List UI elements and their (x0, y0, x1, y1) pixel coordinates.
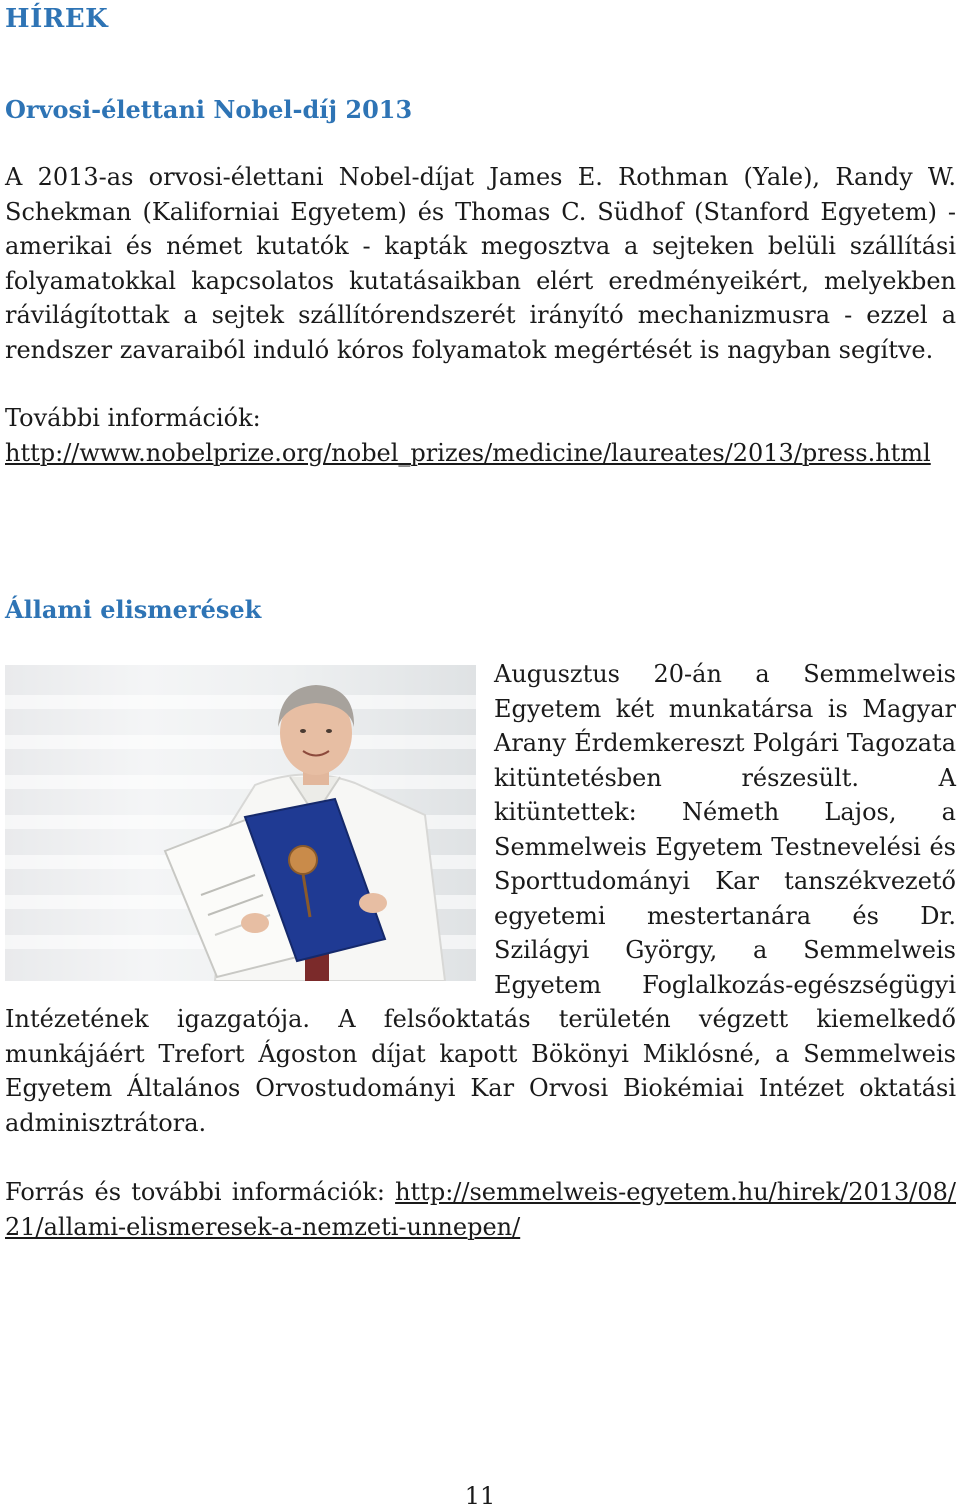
nobel-section-title: Orvosi-élettani Nobel-díj 2013 (5, 95, 413, 124)
award-recipient-photo (5, 665, 476, 981)
awards-paragraph: Augusztus 20-án a Semmelweis Egyetem két munkatársa is Magyar Arany Érdemkereszt Polgári Tagozata kitüntetésben részesült. A kitüntettek: Németh Lajos, a Semmelweis Egyetem Testnevelési és Sporttudományi Kar tanszékvezető egyetemi mestertanára és Dr. Szilágyi György, a Semmelweis Egyetem Foglalkozás-egészségügyi Intézetének igazgatója. A felsőoktatás területén végzett kiemelkedő munkájáért Trefort Ágoston díjat kapott Bökönyi Miklósné, a Semmelweis Egyetem Általános Orvostudományi Kar Orvosi Biokémiai Intézet oktatási adminisztrátora. (5, 660, 956, 1137)
source-block (5, 1175, 956, 1244)
more-info-label: További információk: (5, 404, 261, 432)
page-number: 11 (464, 1482, 496, 1510)
nobel-press-link[interactable]: http://www.nobelprize.org/nobel_prizes/medicine/laureates/2013/press.html (5, 438, 931, 467)
photo-illustration (5, 665, 476, 981)
nobel-paragraph: A 2013-as orvosi-élettani Nobel-díjat James E. Rothman (Yale), Randy W. Schekman (Kaliforniai Egyetem) és Thomas C. Südhof (Stanford Egyetem) - amerikai és német kutatók - kapták megosztva a sejteken belüli szállítási folyamatokkal kapcsolatos kutatásaikban elért eredményeikért, melyekben rávilágítottak a sejtek szállítórendszerét irányító mechanizmusra - ezzel a rendszer zavaraiból induló kóros folyamatok megértését is nagyban segítve. (5, 163, 956, 364)
awards-block (5, 657, 956, 1140)
more-info-block (5, 401, 956, 470)
source-label: Forrás és további információk: (5, 1178, 385, 1206)
page-header-title: HÍREK (5, 4, 109, 34)
awards-section-title: Állami elismerések (5, 595, 262, 624)
semmelweis-news-link[interactable]: http://semmelweis-egyetem.hu/hirek/2013/08/21/allami-elismeresek-a-nemzeti-unnepen/ (5, 1178, 956, 1241)
